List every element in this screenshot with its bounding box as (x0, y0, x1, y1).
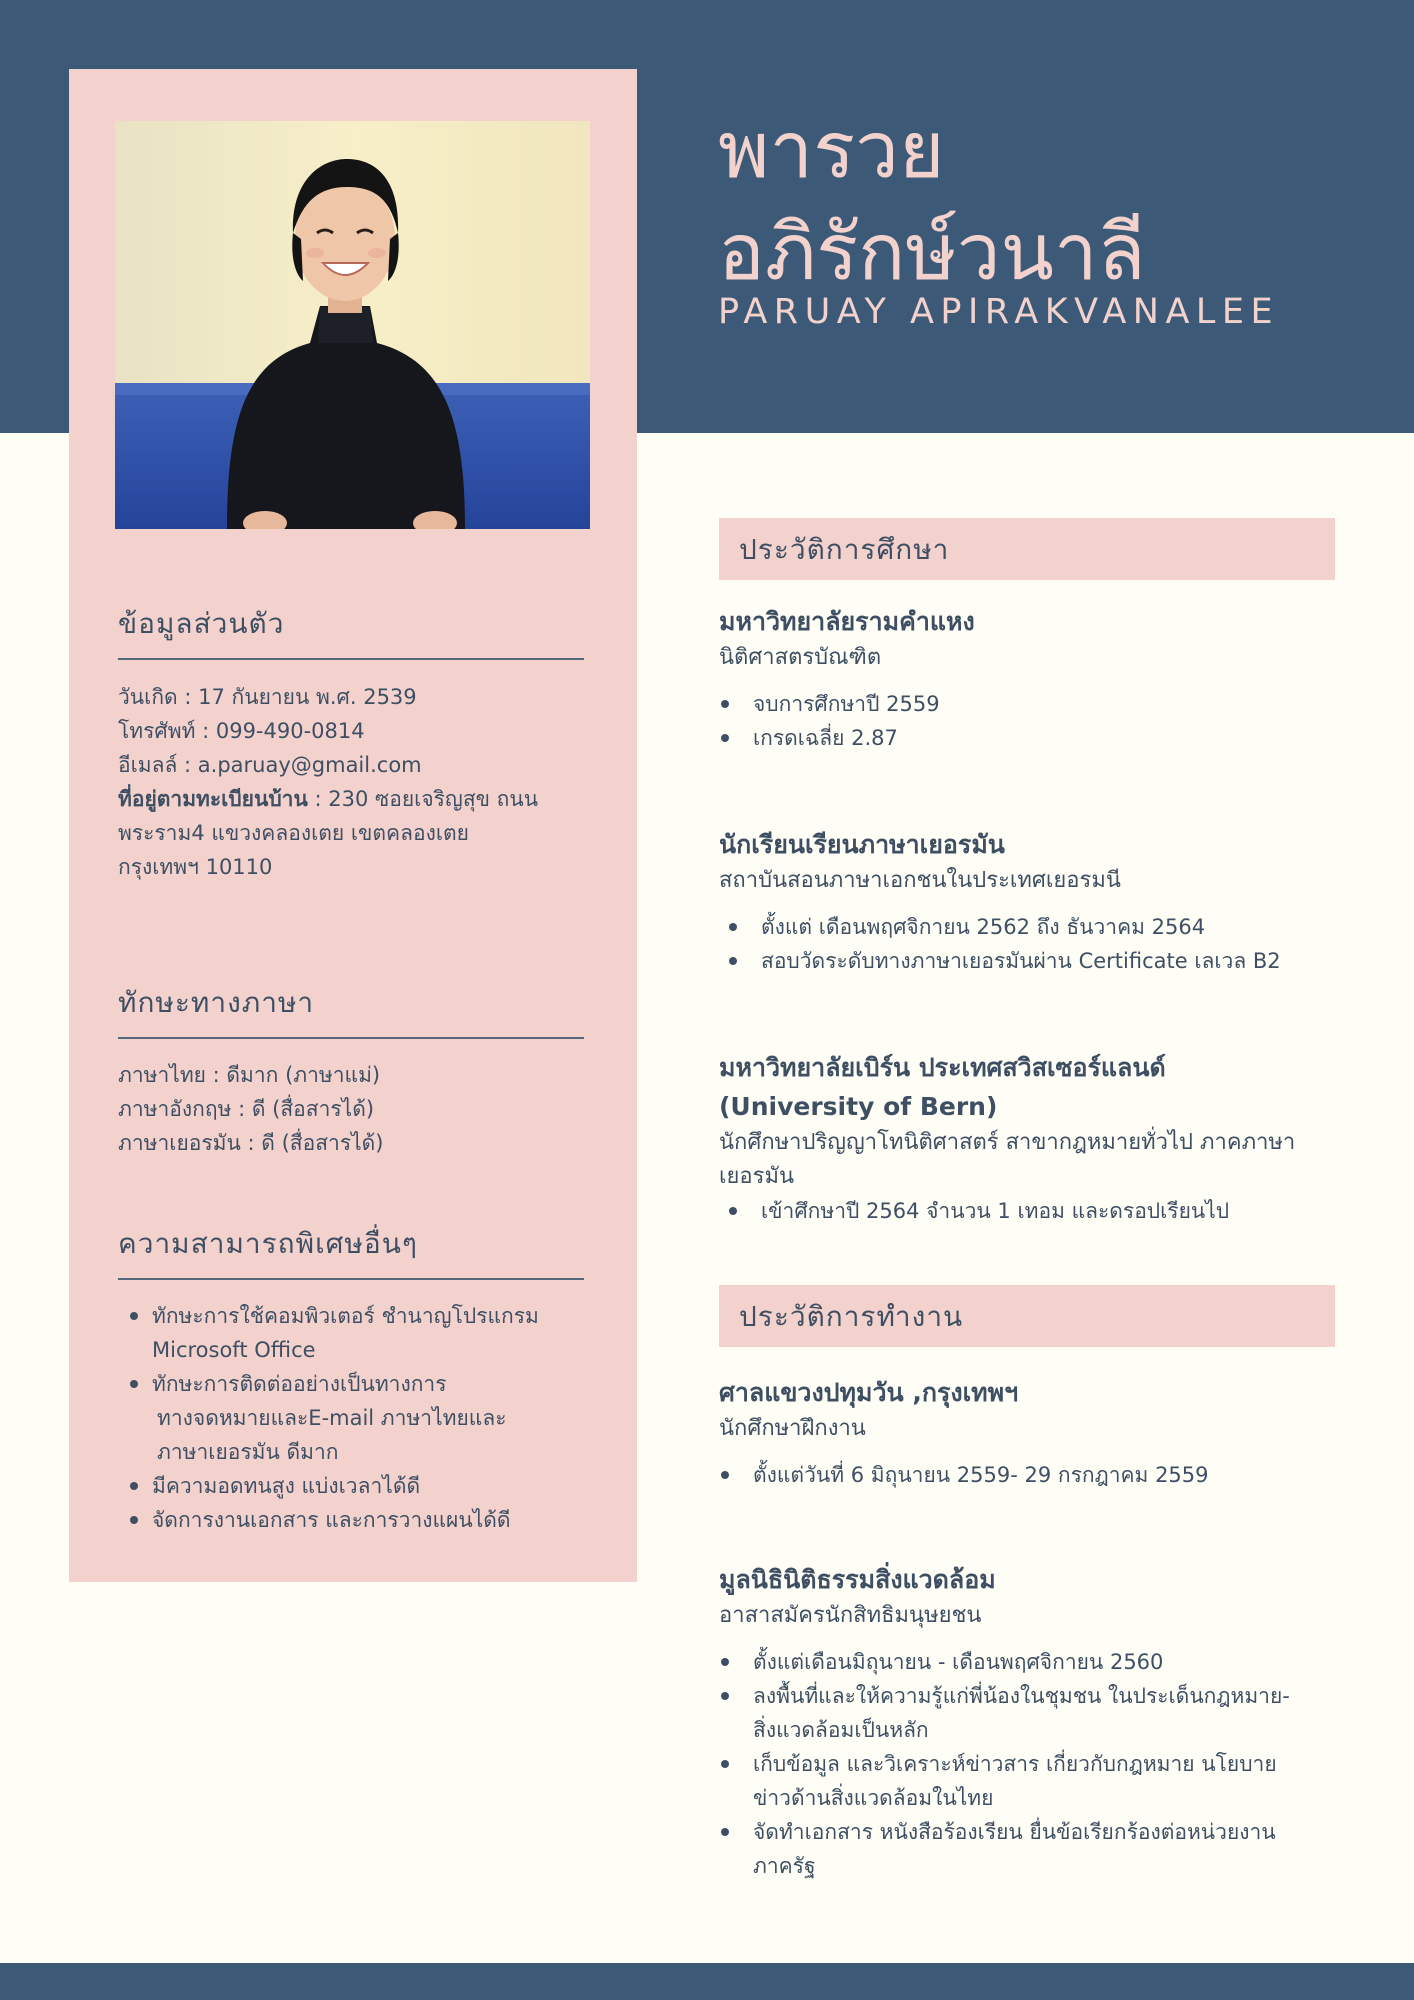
entry-bullet: ตั้งแต่ เดือนพฤศจิกายน 2562 ถึง ธันวาคม 2564 (719, 910, 1339, 944)
entry-subtitle: อาสาสมัครนักสิทธิมนุษยชน (719, 1603, 982, 1628)
entry-bullet: จบการศึกษาปี 2559 (719, 687, 1339, 721)
entry-bullet (719, 1815, 1339, 1883)
entry-subtitle: นิติศาสตรบัณฑิต (719, 645, 882, 670)
personal-info-heading: ข้อมูลส่วนตัว (118, 607, 285, 640)
entry-subtitle-2: เยอรมัน (719, 1164, 794, 1189)
profile-photo (115, 121, 590, 529)
education-entry (719, 602, 1339, 755)
ability-text: Microsoft Office (152, 1338, 316, 1362)
ability-text: ทางจดหมายและE-mail ภาษาไทยและ (157, 1406, 507, 1430)
entry-bullets (719, 910, 1339, 978)
education-entry (719, 825, 1339, 978)
personal-info-divider (118, 658, 584, 660)
ability-item (118, 1299, 588, 1367)
birth-date: วันเกิด : 17 กันยายน พ.ศ. 2539 (118, 685, 417, 709)
name-thai (718, 100, 1378, 304)
other-abilities-list (118, 1299, 588, 1537)
other-abilities-heading: ความสามารถพิเศษอื่นๆ (118, 1227, 418, 1260)
ability-text: ทักษะการติดต่ออย่างเป็นทางการ (152, 1372, 447, 1396)
ability-text: มีความอดทนสูง แบ่งเวลาได้ดี (152, 1474, 421, 1498)
ability-item (118, 1503, 588, 1537)
entry-bullet (719, 1645, 1339, 1679)
entry-title: มหาวิทยาลัยรามคำแหง (719, 607, 975, 636)
entry-bullets (719, 1458, 1339, 1492)
work-entry (719, 1560, 1339, 1883)
bullet-text: เก็บข้อมูล และวิเคราะห์ข่าวสาร เกี่ยวกับกฎหมาย นโยบาย (753, 1752, 1277, 1776)
name-thai-line2: อภิรักษ์วนาลี (718, 208, 1146, 298)
address-line-3: กรุงเทพฯ 10110 (118, 855, 273, 879)
ability-item (118, 1367, 588, 1469)
language-german: ภาษาเยอรมัน : ดี (สื่อสารได้) (118, 1131, 384, 1155)
name-english: PARUAY APIRAKVANALEE (718, 292, 1280, 332)
entry-title: มูลนิธินิติธรรมสิ่งแวดล้อม (719, 1565, 996, 1594)
bullet-text: ตั้งแต่เดือนมิถุนายน - เดือนพฤศจิกายน 2560 (753, 1650, 1164, 1674)
ability-item (118, 1469, 588, 1503)
entry-bullets (719, 1194, 1339, 1228)
entry-bullet (719, 1747, 1339, 1815)
entry-bullet: ตั้งแต่วันที่ 6 มิถุนายน 2559- 29 กรกฎาคม 2559 (719, 1458, 1339, 1492)
entry-subtitle: นักศึกษาฝึกงาน (719, 1416, 866, 1441)
entry-bullet: สอบวัดระดับทางภาษาเยอรมันผ่าน Certificate เลเวล B2 (719, 944, 1339, 978)
entry-bullets (719, 687, 1339, 755)
work-heading: ประวัติการทำงาน (719, 1285, 1335, 1347)
phone-number: โทรศัพท์ : 099-490-0814 (118, 719, 365, 743)
address-text-1: : 230 ซอยเจริญสุข ถนน (307, 787, 539, 811)
entry-bullet (719, 1679, 1339, 1747)
email-address: อีเมลล์ : a.paruay@gmail.com (118, 753, 422, 777)
bullet-text: สิ่งแวดล้อมเป็นหลัก (753, 1718, 929, 1742)
bullet-text: ข่าวด้านสิ่งแวดล้อมในไทย (753, 1786, 994, 1810)
entry-title: ศาลแขวงปทุมวัน ,กรุงเทพฯ (719, 1378, 1019, 1407)
other-abilities-divider (118, 1278, 584, 1280)
bullet-text: ลงพื้นที่และให้ความรู้แก่พี่น้องในชุมชน ในประเด็นกฎหมาย- (753, 1684, 1290, 1708)
ability-text: ภาษาเยอรมัน ดีมาก (157, 1440, 339, 1464)
address-label: ที่อยู่ตามทะเบียนบ้าน (118, 787, 308, 811)
entry-subtitle: นักศึกษาปริญญาโทนิติศาสตร์ สาขากฎหมายทั่วไป ภาคภาษา (719, 1130, 1296, 1155)
bullet-text: จัดทำเอกสาร หนังสือร้องเรียน ยื่นข้อเรียกร้องต่อหน่วยงาน (753, 1820, 1276, 1844)
entry-bullet: เข้าศึกษาปี 2564 จำนวน 1 เทอม และดรอปเรียนไป (719, 1194, 1339, 1228)
education-heading: ประวัติการศึกษา (719, 518, 1335, 580)
language-english: ภาษาอังกฤษ : ดี (สื่อสารได้) (118, 1097, 375, 1121)
footer-band (0, 1963, 1414, 2000)
ability-text: ทักษะการใช้คอมพิวเตอร์ ชำนาญโปรแกรม (152, 1304, 539, 1328)
personal-info (118, 680, 588, 884)
bullet-text: ภาครัฐ (753, 1854, 816, 1878)
entry-subtitle: สถาบันสอนภาษาเอกชนในประเทศเยอรมนี (719, 868, 1121, 893)
language-thai: ภาษาไทย : ดีมาก (ภาษาแม่) (118, 1063, 381, 1087)
address-line-2: พระราม4 แขวงคลองเตย เขตคลองเตย (118, 821, 469, 845)
language-skills-divider (118, 1037, 584, 1039)
entry-bullet: เกรดเฉลี่ย 2.87 (719, 721, 1339, 755)
name-thai-line1: พารวย (718, 106, 945, 196)
entry-title-2: (University of Bern) (719, 1092, 998, 1121)
language-skills-heading: ทักษะทางภาษา (118, 986, 315, 1019)
entry-title: นักเรียนเรียนภาษาเยอรมัน (719, 830, 1005, 859)
entry-title: มหาวิทยาลัยเบิร์น ประเทศสวิสเซอร์แลนด์ (719, 1053, 1166, 1082)
entry-bullets (719, 1645, 1339, 1883)
education-entry (719, 1048, 1339, 1228)
ability-text: จัดการงานเอกสาร และการวางแผนได้ดี (152, 1508, 511, 1532)
work-entry (719, 1373, 1339, 1492)
address-line-1 (118, 782, 588, 816)
language-skills (118, 1058, 588, 1160)
